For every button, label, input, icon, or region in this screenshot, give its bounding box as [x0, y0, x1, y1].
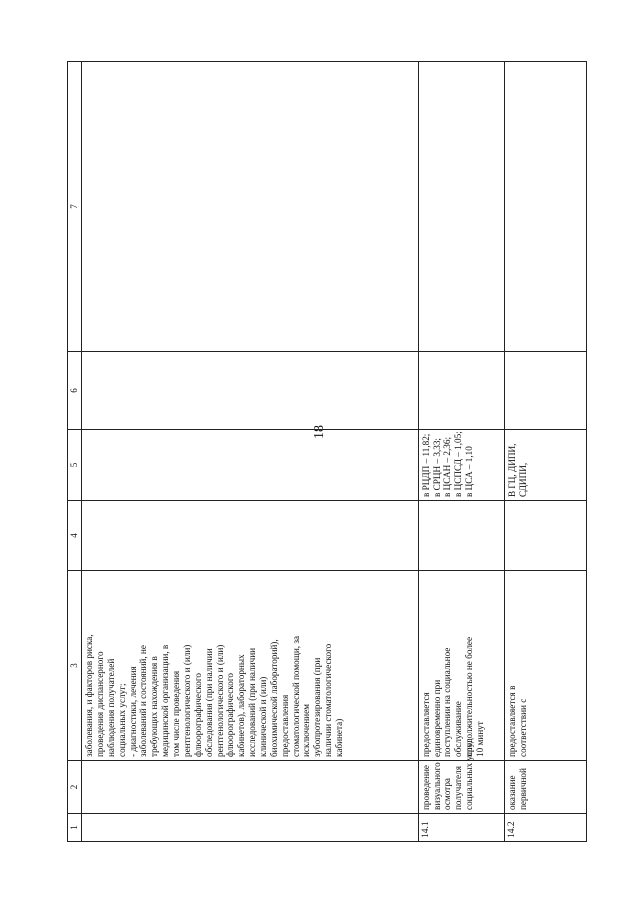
col4-cell	[504, 501, 586, 571]
services-table	[67, 61, 587, 842]
column-header: 2	[68, 761, 82, 814]
table-header-row	[68, 62, 82, 842]
description-cell: предоставляется единовременно при поступлении на социальное обслуживание продолжительностью не более 10 минут	[418, 571, 504, 761]
description-cell: предоставляется в соответствии с	[504, 571, 586, 761]
col6-cell	[418, 352, 504, 430]
col7-cell	[504, 62, 586, 352]
column-header: 4	[68, 501, 82, 571]
row-number-cell	[82, 814, 419, 842]
column-header: 7	[68, 62, 82, 352]
column-header: 5	[68, 430, 82, 501]
col6-cell	[504, 352, 586, 430]
row-number-cell: 14.1	[418, 814, 504, 842]
col5-cell	[82, 430, 419, 501]
col4-cell	[418, 501, 504, 571]
tariff-cell: в РЦДП – 11,82; в СРЦН – 3,33; в ЦСАН – 2,36; в ЦСПСД – 1,05; в ЦСА – 1,10	[418, 430, 504, 501]
description-cell: заболевания, и факторов риска, проведения диспансерного наблюдения получателей социальных услуг; - диагностики, лечения заболеваний и состояний, не требующих нахождения в медицинской организации, в том числе проведения рентгенологического и (или) флюорографического обследования (при наличии рентгенологического и (или) флюорографического кабинетов), лабораторных исследований (при наличии клинической и (или) биохимической лабораторий), предоставления стоматологической помощи, за исключением зубопротезирования (при наличии стоматологического кабинета)	[82, 571, 419, 761]
col7-cell	[418, 62, 504, 352]
col7-cell	[82, 62, 419, 352]
column-header: 1	[68, 814, 82, 842]
table-row	[418, 62, 504, 842]
col4-cell	[82, 501, 419, 571]
page-number: 18	[312, 425, 327, 439]
service-name-cell: проведение визуального осмотра получателя социальных услуг	[418, 761, 504, 814]
service-name-cell: оказание первичной	[504, 761, 586, 814]
tariff-cell: В ГЦ, ДИПИ, СДИПИ,	[504, 430, 586, 501]
column-header: 6	[68, 352, 82, 430]
col6-cell	[82, 352, 419, 430]
column-header: 3	[68, 571, 82, 761]
table-row	[504, 62, 586, 842]
service-name-cell	[82, 761, 419, 814]
rotated-table-container	[67, 62, 587, 842]
table-row	[82, 62, 419, 842]
row-number-cell: 14.2	[504, 814, 586, 842]
